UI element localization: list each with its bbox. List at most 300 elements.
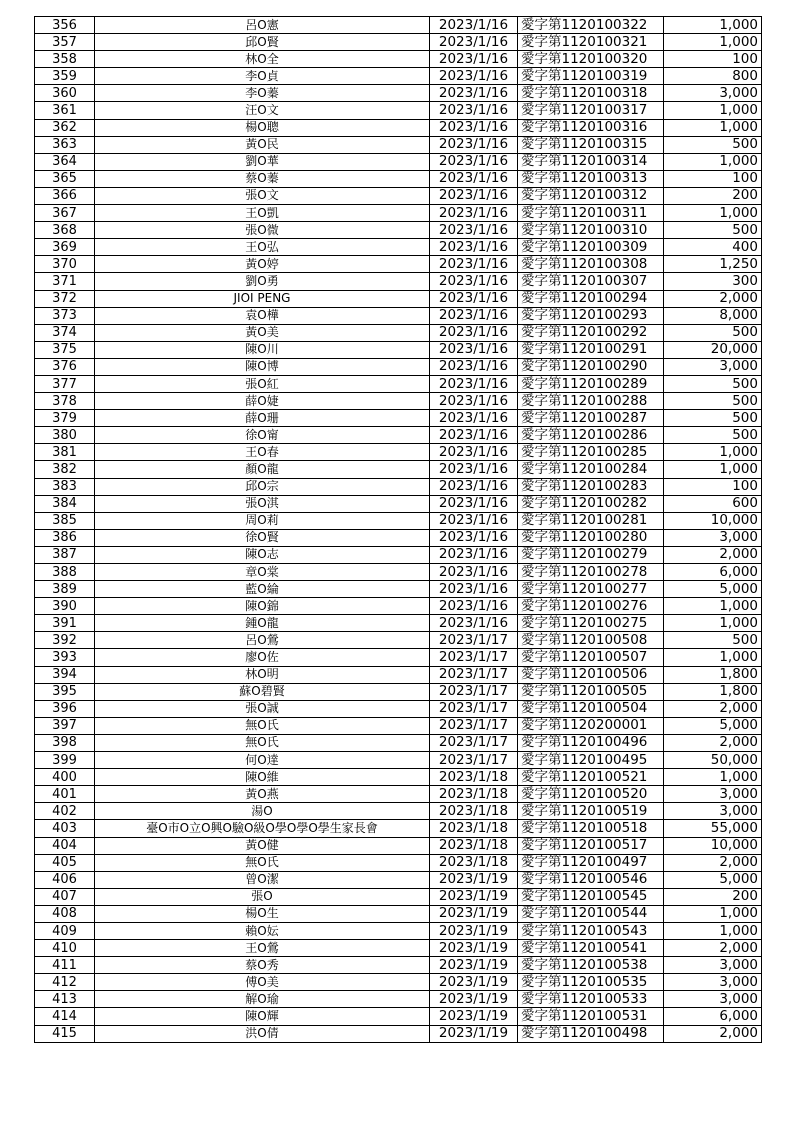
- table-row: [35, 187, 762, 204]
- table-row: [35, 598, 762, 615]
- row-number: 396: [35, 700, 95, 717]
- table-row: [35, 136, 762, 153]
- donor-name: 王O鶯: [95, 940, 430, 957]
- table-row: [35, 85, 762, 102]
- table-row: [35, 649, 762, 666]
- table-row: [35, 905, 762, 922]
- donation-amount: 1,000: [664, 922, 762, 939]
- donation-amount: 3,000: [664, 957, 762, 974]
- donation-date: 2023/1/16: [430, 256, 518, 273]
- row-number: 401: [35, 786, 95, 803]
- receipt-number: 愛字第1120100275: [518, 615, 664, 632]
- donation-date: 2023/1/16: [430, 205, 518, 222]
- table-row: [35, 34, 762, 51]
- donation-date: 2023/1/16: [430, 17, 518, 34]
- receipt-number: 愛字第1120100311: [518, 205, 664, 222]
- donor-name: 薛O珊: [95, 410, 430, 427]
- donation-date: 2023/1/16: [430, 102, 518, 119]
- donation-date: 2023/1/19: [430, 871, 518, 888]
- receipt-number: 愛字第1120100496: [518, 734, 664, 751]
- row-number: 404: [35, 837, 95, 854]
- receipt-number: 愛字第1120100308: [518, 256, 664, 273]
- receipt-number: 愛字第1120100285: [518, 444, 664, 461]
- table-row: [35, 102, 762, 119]
- receipt-number: 愛字第1120100317: [518, 102, 664, 119]
- donor-name: 張O文: [95, 187, 430, 204]
- donation-amount: 2,000: [664, 940, 762, 957]
- table-row: [35, 358, 762, 375]
- table-row: [35, 68, 762, 85]
- table-row: [35, 222, 762, 239]
- donor-name: 黃O婷: [95, 256, 430, 273]
- receipt-number: 愛字第1120100318: [518, 85, 664, 102]
- donation-amount: 500: [664, 427, 762, 444]
- row-number: 410: [35, 940, 95, 957]
- ledger-body: [35, 17, 762, 1043]
- donor-name: 章O棠: [95, 564, 430, 581]
- receipt-number: 愛字第1120100312: [518, 187, 664, 204]
- donation-date: 2023/1/18: [430, 803, 518, 820]
- donation-amount: 1,000: [664, 598, 762, 615]
- row-number: 358: [35, 51, 95, 68]
- donor-name: 楊O生: [95, 905, 430, 922]
- donor-name: 顏O龍: [95, 461, 430, 478]
- donation-amount: 1,000: [664, 153, 762, 170]
- row-number: 375: [35, 341, 95, 358]
- receipt-number: 愛字第1120100517: [518, 837, 664, 854]
- row-number: 412: [35, 974, 95, 991]
- receipt-number: 愛字第1120100310: [518, 222, 664, 239]
- donation-date: 2023/1/16: [430, 239, 518, 256]
- table-row: [35, 273, 762, 290]
- row-number: 414: [35, 1008, 95, 1025]
- row-number: 368: [35, 222, 95, 239]
- donation-date: 2023/1/16: [430, 512, 518, 529]
- row-number: 385: [35, 512, 95, 529]
- row-number: 395: [35, 683, 95, 700]
- table-row: [35, 922, 762, 939]
- table-row: [35, 170, 762, 187]
- row-number: 399: [35, 752, 95, 769]
- donor-name: 王O弘: [95, 239, 430, 256]
- donation-amount: 6,000: [664, 1008, 762, 1025]
- donation-date: 2023/1/16: [430, 85, 518, 102]
- receipt-number: 愛字第1120100278: [518, 564, 664, 581]
- receipt-number: 愛字第1120100498: [518, 1025, 664, 1042]
- receipt-number: 愛字第1120200001: [518, 717, 664, 734]
- donation-amount: 500: [664, 324, 762, 341]
- donation-amount: 10,000: [664, 837, 762, 854]
- donation-date: 2023/1/19: [430, 888, 518, 905]
- donation-date: 2023/1/16: [430, 427, 518, 444]
- receipt-number: 愛字第1120100276: [518, 598, 664, 615]
- donor-name: 袁O樺: [95, 307, 430, 324]
- receipt-number: 愛字第1120100290: [518, 358, 664, 375]
- donation-date: 2023/1/17: [430, 717, 518, 734]
- donor-name: 劉O華: [95, 153, 430, 170]
- table-row: [35, 324, 762, 341]
- donor-name: 張O: [95, 888, 430, 905]
- donation-amount: 5,000: [664, 581, 762, 598]
- receipt-number: 愛字第1120100319: [518, 68, 664, 85]
- table-row: [35, 581, 762, 598]
- donation-date: 2023/1/16: [430, 324, 518, 341]
- donation-date: 2023/1/17: [430, 649, 518, 666]
- donor-name: 徐O甯: [95, 427, 430, 444]
- donation-date: 2023/1/16: [430, 393, 518, 410]
- receipt-number: 愛字第1120100277: [518, 581, 664, 598]
- table-row: [35, 632, 762, 649]
- donor-name: 蔡O蓁: [95, 170, 430, 187]
- donor-name: 賴O妘: [95, 922, 430, 939]
- table-row: [35, 974, 762, 991]
- row-number: 407: [35, 888, 95, 905]
- row-number: 379: [35, 410, 95, 427]
- donor-name: 薛O婕: [95, 393, 430, 410]
- receipt-number: 愛字第1120100543: [518, 922, 664, 939]
- donation-date: 2023/1/16: [430, 341, 518, 358]
- donation-amount: 1,000: [664, 905, 762, 922]
- donor-name: 陳O維: [95, 769, 430, 786]
- donation-amount: 3,000: [664, 358, 762, 375]
- receipt-number: 愛字第1120100309: [518, 239, 664, 256]
- table-row: [35, 205, 762, 222]
- donation-amount: 1,250: [664, 256, 762, 273]
- receipt-number: 愛字第1120100531: [518, 1008, 664, 1025]
- donor-name: 林O全: [95, 51, 430, 68]
- table-row: [35, 769, 762, 786]
- table-row: [35, 290, 762, 307]
- donation-date: 2023/1/16: [430, 170, 518, 187]
- row-number: 364: [35, 153, 95, 170]
- donor-name: 李O蓁: [95, 85, 430, 102]
- donation-date: 2023/1/16: [430, 307, 518, 324]
- table-row: [35, 752, 762, 769]
- donation-amount: 600: [664, 495, 762, 512]
- row-number: 360: [35, 85, 95, 102]
- row-number: 356: [35, 17, 95, 34]
- receipt-number: 愛字第1120100284: [518, 461, 664, 478]
- receipt-number: 愛字第1120100283: [518, 478, 664, 495]
- row-number: 411: [35, 957, 95, 974]
- donor-name: 鍾O龍: [95, 615, 430, 632]
- receipt-number: 愛字第1120100289: [518, 375, 664, 392]
- table-row: [35, 427, 762, 444]
- donor-name: 湯O: [95, 803, 430, 820]
- receipt-number: 愛字第1120100314: [518, 153, 664, 170]
- table-row: [35, 239, 762, 256]
- table-row: [35, 837, 762, 854]
- table-row: [35, 307, 762, 324]
- donor-name: 黃O美: [95, 324, 430, 341]
- receipt-number: 愛字第1120100518: [518, 820, 664, 837]
- donation-amount: 1,000: [664, 102, 762, 119]
- donation-amount: 800: [664, 68, 762, 85]
- donation-amount: 500: [664, 393, 762, 410]
- table-row: [35, 444, 762, 461]
- donation-amount: 100: [664, 51, 762, 68]
- row-number: 377: [35, 375, 95, 392]
- table-row: [35, 786, 762, 803]
- receipt-number: 愛字第1120100279: [518, 546, 664, 563]
- donation-date: 2023/1/17: [430, 666, 518, 683]
- table-row: [35, 17, 762, 34]
- donation-date: 2023/1/16: [430, 615, 518, 632]
- row-number: 388: [35, 564, 95, 581]
- donation-date: 2023/1/19: [430, 1008, 518, 1025]
- row-number: 402: [35, 803, 95, 820]
- row-number: 376: [35, 358, 95, 375]
- table-row: [35, 700, 762, 717]
- donation-amount: 500: [664, 222, 762, 239]
- table-row: [35, 717, 762, 734]
- receipt-number: 愛字第1120100287: [518, 410, 664, 427]
- donor-name: 林O明: [95, 666, 430, 683]
- table-row: [35, 957, 762, 974]
- donation-date: 2023/1/18: [430, 854, 518, 871]
- row-number: 394: [35, 666, 95, 683]
- donor-name: 周O莉: [95, 512, 430, 529]
- row-number: 370: [35, 256, 95, 273]
- table-row: [35, 940, 762, 957]
- table-row: [35, 546, 762, 563]
- table-row: [35, 256, 762, 273]
- row-number: 392: [35, 632, 95, 649]
- row-number: 406: [35, 871, 95, 888]
- donor-name: 廖O佐: [95, 649, 430, 666]
- donation-amount: 2,000: [664, 854, 762, 871]
- donation-date: 2023/1/19: [430, 1025, 518, 1042]
- table-row: [35, 734, 762, 751]
- donor-name: JIOI PENG: [95, 290, 430, 307]
- donation-date: 2023/1/16: [430, 34, 518, 51]
- donation-amount: 1,000: [664, 205, 762, 222]
- donor-name: 陳O博: [95, 358, 430, 375]
- receipt-number: 愛字第1120100546: [518, 871, 664, 888]
- donation-amount: 1,000: [664, 17, 762, 34]
- row-number: 374: [35, 324, 95, 341]
- donor-name: 李O貞: [95, 68, 430, 85]
- row-number: 381: [35, 444, 95, 461]
- donation-amount: 5,000: [664, 717, 762, 734]
- donation-amount: 300: [664, 273, 762, 290]
- donation-date: 2023/1/16: [430, 358, 518, 375]
- table-row: [35, 871, 762, 888]
- donation-amount: 1,000: [664, 119, 762, 136]
- receipt-number: 愛字第1120100288: [518, 393, 664, 410]
- row-number: 409: [35, 922, 95, 939]
- donation-date: 2023/1/19: [430, 940, 518, 957]
- donor-name: 呂O憲: [95, 17, 430, 34]
- row-number: 386: [35, 529, 95, 546]
- table-row: [35, 564, 762, 581]
- donation-date: 2023/1/17: [430, 700, 518, 717]
- receipt-number: 愛字第1120100533: [518, 991, 664, 1008]
- table-row: [35, 410, 762, 427]
- donation-date: 2023/1/16: [430, 564, 518, 581]
- donor-name: 無O氏: [95, 717, 430, 734]
- donation-amount: 3,000: [664, 974, 762, 991]
- donor-name: 楊O聰: [95, 119, 430, 136]
- donation-date: 2023/1/18: [430, 820, 518, 837]
- donor-name: 陳O志: [95, 546, 430, 563]
- donation-date: 2023/1/16: [430, 187, 518, 204]
- table-row: [35, 529, 762, 546]
- donation-date: 2023/1/16: [430, 119, 518, 136]
- receipt-number: 愛字第1120100519: [518, 803, 664, 820]
- row-number: 383: [35, 478, 95, 495]
- table-row: [35, 888, 762, 905]
- table-row: [35, 119, 762, 136]
- donor-name: 陳O錦: [95, 598, 430, 615]
- table-row: [35, 803, 762, 820]
- donor-name: 無O氏: [95, 854, 430, 871]
- donor-name: 蘇O碧賢: [95, 683, 430, 700]
- donation-amount: 6,000: [664, 564, 762, 581]
- donation-amount: 200: [664, 187, 762, 204]
- donation-amount: 2,000: [664, 546, 762, 563]
- row-number: 390: [35, 598, 95, 615]
- table-row: [35, 495, 762, 512]
- donation-amount: 3,000: [664, 786, 762, 803]
- donation-amount: 400: [664, 239, 762, 256]
- donor-name: 陳O川: [95, 341, 430, 358]
- table-row: [35, 615, 762, 632]
- receipt-number: 愛字第1120100320: [518, 51, 664, 68]
- donation-amount: 1,800: [664, 666, 762, 683]
- donor-name: 臺O市O立O興O驗O級O學O學O學生家長會: [95, 820, 430, 837]
- receipt-number: 愛字第1120100541: [518, 940, 664, 957]
- row-number: 403: [35, 820, 95, 837]
- table-row: [35, 1008, 762, 1025]
- table-row: [35, 683, 762, 700]
- donor-name: 黃O健: [95, 837, 430, 854]
- receipt-number: 愛字第1120100286: [518, 427, 664, 444]
- donation-amount: 1,000: [664, 649, 762, 666]
- donor-name: 洪O倩: [95, 1025, 430, 1042]
- row-number: 373: [35, 307, 95, 324]
- donation-amount: 1,000: [664, 461, 762, 478]
- row-number: 365: [35, 170, 95, 187]
- donor-name: 汪O文: [95, 102, 430, 119]
- row-number: 408: [35, 905, 95, 922]
- table-row: [35, 1025, 762, 1042]
- row-number: 389: [35, 581, 95, 598]
- table-row: [35, 461, 762, 478]
- receipt-number: 愛字第1120100505: [518, 683, 664, 700]
- donor-name: 劉O勇: [95, 273, 430, 290]
- donation-date: 2023/1/16: [430, 68, 518, 85]
- row-number: 413: [35, 991, 95, 1008]
- row-number: 387: [35, 546, 95, 563]
- donation-amount: 100: [664, 478, 762, 495]
- donation-date: 2023/1/19: [430, 905, 518, 922]
- donation-amount: 500: [664, 136, 762, 153]
- row-number: 359: [35, 68, 95, 85]
- donor-name: 王O春: [95, 444, 430, 461]
- donation-amount: 3,000: [664, 85, 762, 102]
- row-number: 369: [35, 239, 95, 256]
- donation-amount: 1,000: [664, 615, 762, 632]
- donation-amount: 1,000: [664, 444, 762, 461]
- donation-amount: 500: [664, 410, 762, 427]
- receipt-number: 愛字第1120100282: [518, 495, 664, 512]
- receipt-number: 愛字第1120100294: [518, 290, 664, 307]
- donation-date: 2023/1/16: [430, 290, 518, 307]
- receipt-number: 愛字第1120100507: [518, 649, 664, 666]
- table-row: [35, 512, 762, 529]
- row-number: 361: [35, 102, 95, 119]
- donation-date: 2023/1/16: [430, 136, 518, 153]
- receipt-number: 愛字第1120100538: [518, 957, 664, 974]
- donation-amount: 2,000: [664, 290, 762, 307]
- donation-amount: 3,000: [664, 991, 762, 1008]
- donation-amount: 2,000: [664, 734, 762, 751]
- row-number: 357: [35, 34, 95, 51]
- donation-amount: 1,000: [664, 769, 762, 786]
- table-row: [35, 666, 762, 683]
- table-row: [35, 51, 762, 68]
- receipt-number: 愛字第1120100521: [518, 769, 664, 786]
- table-row: [35, 341, 762, 358]
- receipt-number: 愛字第1120100504: [518, 700, 664, 717]
- donation-date: 2023/1/16: [430, 529, 518, 546]
- donation-date: 2023/1/16: [430, 495, 518, 512]
- donation-date: 2023/1/16: [430, 273, 518, 290]
- row-number: 366: [35, 187, 95, 204]
- table-row: [35, 820, 762, 837]
- donation-amount: 50,000: [664, 752, 762, 769]
- donation-date: 2023/1/17: [430, 683, 518, 700]
- donation-date: 2023/1/16: [430, 598, 518, 615]
- table-row: [35, 153, 762, 170]
- donation-amount: 8,000: [664, 307, 762, 324]
- receipt-number: 愛字第1120100280: [518, 529, 664, 546]
- donation-date: 2023/1/16: [430, 51, 518, 68]
- donation-amount: 1,800: [664, 683, 762, 700]
- donor-name: 黃O燕: [95, 786, 430, 803]
- receipt-number: 愛字第1120100535: [518, 974, 664, 991]
- receipt-number: 愛字第1120100495: [518, 752, 664, 769]
- row-number: 362: [35, 119, 95, 136]
- donor-name: 張O淇: [95, 495, 430, 512]
- receipt-number: 愛字第1120100316: [518, 119, 664, 136]
- table-row: [35, 991, 762, 1008]
- donation-date: 2023/1/17: [430, 632, 518, 649]
- donation-date: 2023/1/19: [430, 922, 518, 939]
- row-number: 393: [35, 649, 95, 666]
- row-number: 372: [35, 290, 95, 307]
- receipt-number: 愛字第1120100506: [518, 666, 664, 683]
- table-row: [35, 478, 762, 495]
- receipt-number: 愛字第1120100291: [518, 341, 664, 358]
- receipt-number: 愛字第1120100497: [518, 854, 664, 871]
- donation-date: 2023/1/16: [430, 375, 518, 392]
- receipt-number: 愛字第1120100520: [518, 786, 664, 803]
- donor-name: 無O氏: [95, 734, 430, 751]
- row-number: 405: [35, 854, 95, 871]
- donation-amount: 500: [664, 375, 762, 392]
- row-number: 398: [35, 734, 95, 751]
- donor-name: 曾O潔: [95, 871, 430, 888]
- donor-name: 張O誠: [95, 700, 430, 717]
- donation-date: 2023/1/18: [430, 786, 518, 803]
- table-row: [35, 854, 762, 871]
- table-row: [35, 375, 762, 392]
- row-number: 367: [35, 205, 95, 222]
- donation-date: 2023/1/16: [430, 546, 518, 563]
- donor-name: 張O紅: [95, 375, 430, 392]
